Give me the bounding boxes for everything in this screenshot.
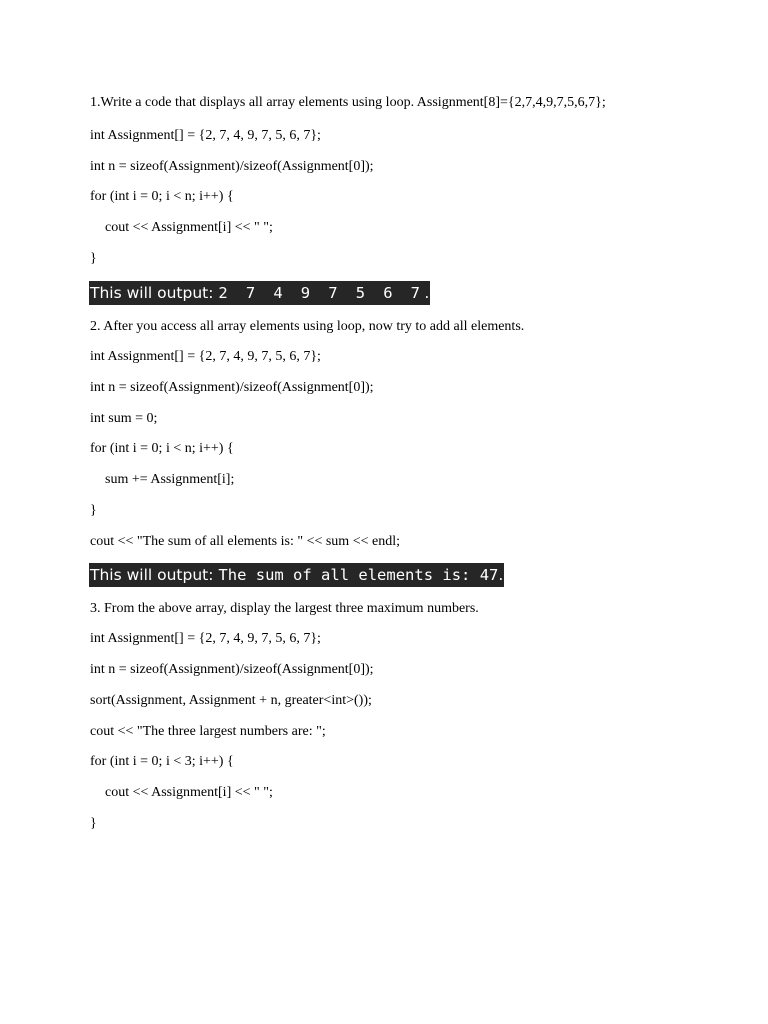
- q2-code-line-5: sum += Assignment[i];: [105, 472, 235, 487]
- q2-code-line-1: int Assignment[] = {2, 7, 4, 9, 7, 5, 6, 7};: [90, 349, 321, 364]
- q1-code-line-4: cout << Assignment[i] << " ";: [105, 220, 273, 235]
- q3-code-line-4: cout << "The three largest numbers are: ";: [90, 724, 326, 739]
- q1-output-highlight: [89, 281, 430, 305]
- q3-code-line-1: int Assignment[] = {2, 7, 4, 9, 7, 5, 6, 7};: [90, 631, 321, 646]
- q1-code-line-2: int n = sizeof(Assignment)/sizeof(Assignment[0]);: [90, 159, 374, 174]
- q1-code-line-1: int Assignment[] = {2, 7, 4, 9, 7, 5, 6, 7};: [90, 128, 321, 143]
- q1-code-line-5: }: [90, 251, 97, 266]
- q3-code-line-6: cout << Assignment[i] << " ";: [105, 785, 273, 800]
- q3-code-line-2: int n = sizeof(Assignment)/sizeof(Assignment[0]);: [90, 662, 374, 677]
- q3-code-line-7: }: [90, 816, 97, 831]
- q2-output-value: The sum of all elements is: 47: [218, 566, 499, 584]
- q2-code-line-6: }: [90, 503, 97, 518]
- q2-code-line-7: cout << "The sum of all elements is: " << sum << endl;: [90, 534, 400, 549]
- q2-code-line-2: int n = sizeof(Assignment)/sizeof(Assignment[0]);: [90, 380, 374, 395]
- q1-output-value: 2 7 4 9 7 5 6 7: [218, 284, 425, 302]
- q3-code-line-5: for (int i = 0; i < 3; i++) {: [90, 754, 234, 769]
- question-1-heading: 1.Write a code that displays all array elements using loop. Assignment[8]={2,7,4,9,7,5,6,7};: [90, 95, 606, 110]
- q2-output-highlight: [89, 563, 504, 587]
- question-3-heading: 3. From the above array, display the largest three maximum numbers.: [90, 601, 479, 616]
- q2-output-lead: This will output:: [90, 566, 219, 584]
- q2-code-line-4: for (int i = 0; i < n; i++) {: [90, 441, 234, 456]
- q1-code-line-3: for (int i = 0; i < n; i++) {: [90, 189, 234, 204]
- q2-output-tail: .: [498, 566, 504, 584]
- q2-code-line-3: int sum = 0;: [90, 411, 158, 426]
- q1-output-tail: .: [424, 284, 430, 302]
- q1-output-lead: This will output:: [90, 284, 219, 302]
- question-2-heading: 2. After you access all array elements using loop, now try to add all elements.: [90, 319, 525, 334]
- q3-code-line-3: sort(Assignment, Assignment + n, greater<int>());: [90, 693, 372, 708]
